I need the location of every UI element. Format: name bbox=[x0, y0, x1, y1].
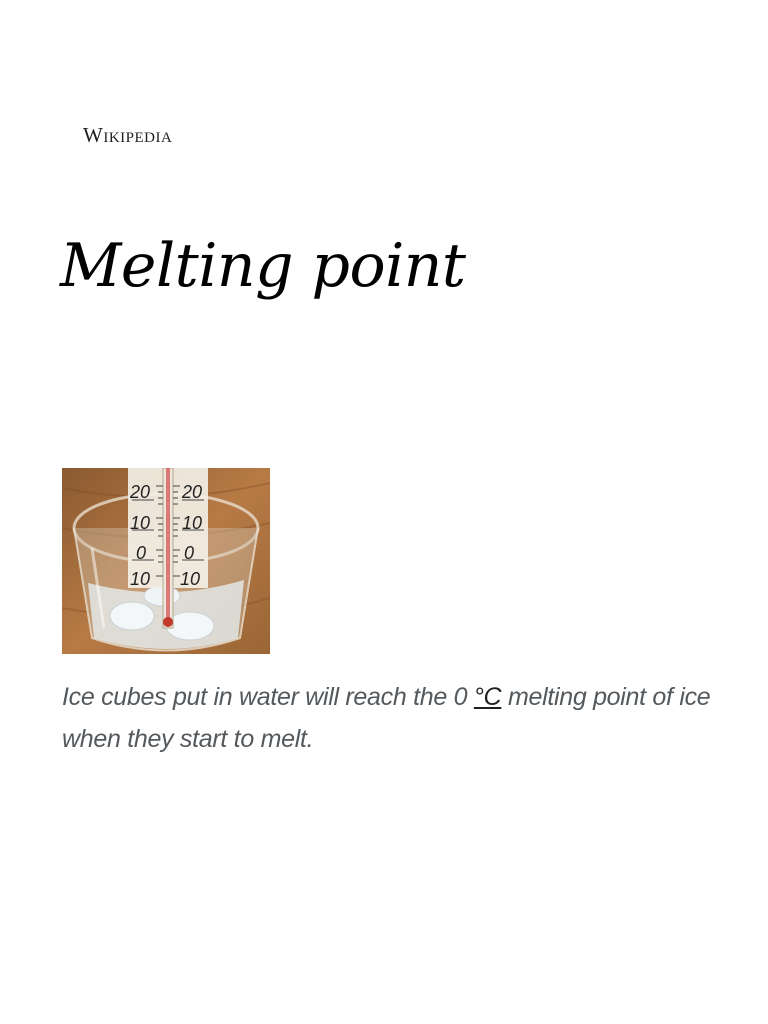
thermometer-label-left: 10 bbox=[130, 513, 151, 533]
thermometer-bulb bbox=[163, 617, 173, 627]
article-image[interactable] bbox=[62, 468, 270, 654]
thermometer-label-right: 20 bbox=[182, 482, 203, 502]
wikipedia-logo[interactable]: Wikipedia bbox=[83, 123, 173, 147]
caption-text-after: melting point of ice when they start to melt. bbox=[62, 683, 711, 753]
thermometer-label-left: 0 bbox=[136, 543, 147, 563]
image-caption bbox=[62, 676, 742, 760]
thermometer-label-right: 0 bbox=[184, 543, 195, 563]
ice-cube-1 bbox=[110, 602, 154, 630]
thermometer-label-left: 10 bbox=[130, 569, 151, 589]
thermometer-mercury bbox=[166, 468, 170, 618]
page-title: Melting point bbox=[60, 231, 466, 301]
celsius-link[interactable]: °C bbox=[473, 683, 502, 711]
thermometer-label-right: 10 bbox=[182, 513, 203, 533]
thermometer-label-right: 10 bbox=[180, 569, 201, 589]
ice-cube-3 bbox=[144, 586, 180, 606]
caption-text-before: Ice cubes put in water will reach the 0 bbox=[62, 683, 474, 711]
ice-glass-thermometer-photo bbox=[62, 468, 270, 654]
thermometer-label-left: 20 bbox=[130, 482, 151, 502]
